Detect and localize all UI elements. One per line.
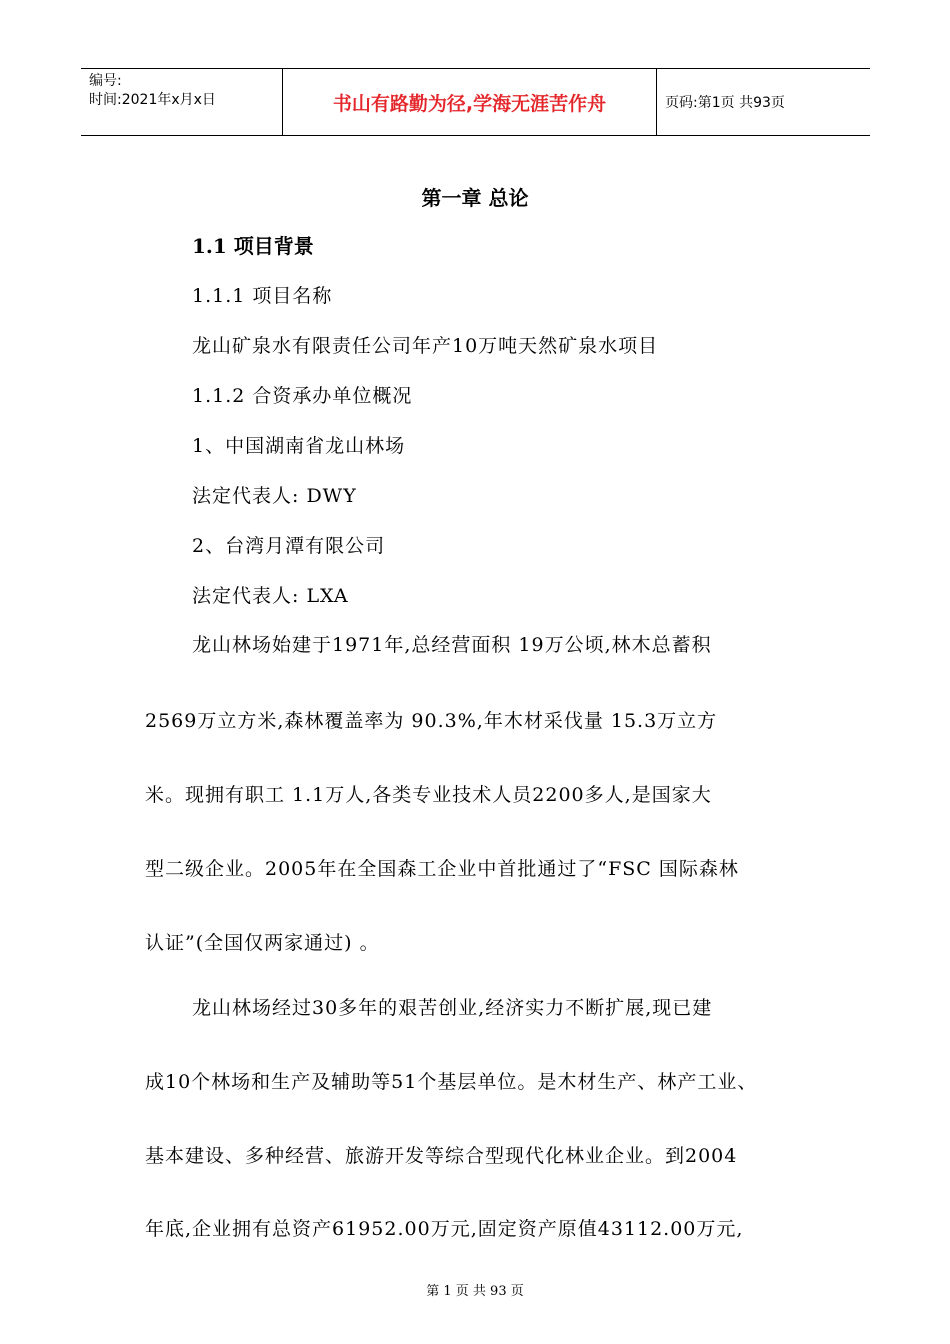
paragraph-line: 2569万立方米,森林覆盖率为 90.3%,年木材采伐量 15.3万立方 [145, 710, 718, 732]
header-motto: 书山有路勤为径,学海无涯苦作舟 [283, 69, 657, 135]
subsection-title: 1.1.1 项目名称 [192, 285, 333, 307]
paragraph-line: 认证”(全国仅两家通过) 。 [145, 932, 380, 954]
paragraph-line: 成10个林场和生产及辅助等51个基层单位。是木材生产、林产工业、 [145, 1071, 758, 1093]
legal-representative: 法定代表人: LXA [192, 585, 349, 607]
subsection-title: 1.1.2 合资承办单位概况 [192, 385, 413, 407]
page-footer: 第 1 页 共 93 页 [426, 1284, 524, 1299]
paragraph-line: 基本建设、多种经营、旅游开发等综合型现代化林业企业。到2004 [145, 1145, 738, 1167]
project-name: 龙山矿泉水有限责任公司年产10万吨天然矿泉水项目 [192, 335, 659, 357]
partner-item: 1、中国湖南省龙山林场 [192, 435, 406, 457]
partner-item: 2、台湾月潭有限公司 [192, 535, 386, 557]
header-meta [81, 69, 283, 135]
document-number-label: 编号: [89, 73, 122, 89]
section-title: 1.1 项目背景 [192, 234, 314, 258]
chapter-title: 第一章 总论 [421, 186, 529, 210]
page-header [81, 68, 870, 136]
paragraph-line: 龙山林场始建于1971年,总经营面积 19万公顷,林木总蓄积 [192, 634, 712, 656]
legal-representative: 法定代表人: DWY [192, 485, 357, 507]
paragraph-line: 米。现拥有职工 1.1万人,各类专业技术人员2200多人,是国家大 [145, 784, 712, 806]
paragraph-line: 龙山林场经过30多年的艰苦创业,经济实力不断扩展,现已建 [192, 997, 713, 1019]
document-time-label: 时间:2021年x月x日 [89, 92, 216, 108]
paragraph-line: 年底,企业拥有总资产61952.00万元,固定资产原值43112.00万元, [145, 1218, 744, 1240]
paragraph-line: 型二级企业。2005年在全国森工企业中首批通过了“FSC 国际森林 [145, 858, 739, 880]
header-page-info: 页码:第1页 共93页 [665, 95, 785, 111]
